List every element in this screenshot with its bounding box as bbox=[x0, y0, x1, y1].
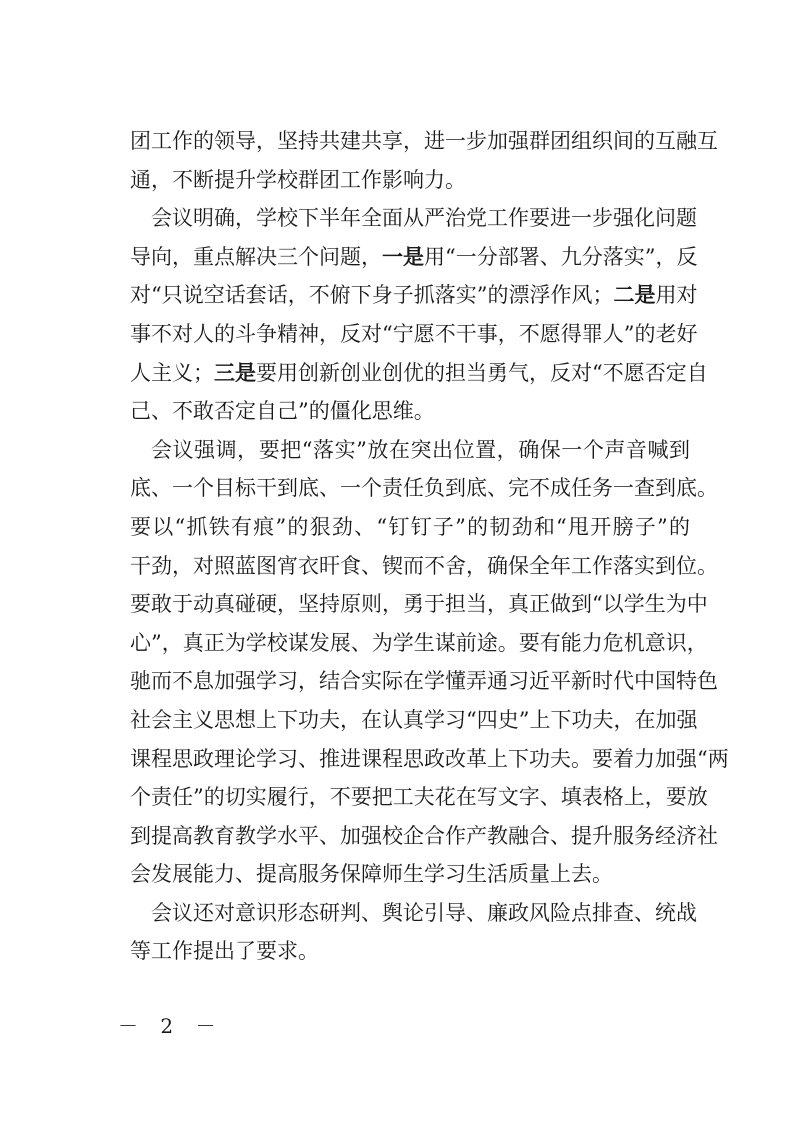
text-run: 课程思政理论学习、推进课程思政改革上下功夫。要着力加强“两 bbox=[130, 746, 729, 771]
text-line bbox=[130, 431, 690, 470]
text-run: 用对 bbox=[655, 283, 698, 308]
text-line bbox=[130, 392, 690, 431]
text-line bbox=[130, 662, 718, 701]
text-line bbox=[130, 624, 708, 663]
text-line bbox=[130, 585, 708, 624]
text-line bbox=[130, 508, 690, 547]
text-line bbox=[130, 547, 718, 586]
text-line bbox=[130, 894, 697, 933]
text-line bbox=[130, 855, 690, 894]
text-run: 干劲，对照蓝图宵衣旰食、锲而不舍，确保全年工作落实到位。 bbox=[130, 553, 718, 578]
text-line bbox=[130, 778, 708, 817]
text-line bbox=[130, 315, 698, 354]
text-line bbox=[130, 122, 718, 161]
text-run: 团工作的领导，坚持共建共享，进一步加强群团组织间的互融互 bbox=[130, 129, 718, 153]
text-run: 事不对人的斗争精神，反对“宁愿不干事，不愿得罪人”的老好 bbox=[130, 321, 698, 346]
text-run: 社会主义思想上下功夫，在认真学习“四史”上下功夫，在加强 bbox=[130, 707, 698, 732]
text-line bbox=[130, 354, 708, 393]
text-line bbox=[130, 932, 690, 971]
document-body bbox=[130, 122, 729, 971]
text-run: 对“只说空话套话，不俯下身子抓落实”的漂浮作风； bbox=[130, 283, 614, 308]
text-run: 个责任”的切实履行，不要把工夫花在写文字、填表格上，要放 bbox=[130, 785, 708, 810]
text-line bbox=[130, 238, 698, 277]
text-run: 要用创新创业创优的担当勇气，反对“不愿否定自 bbox=[256, 360, 708, 385]
text-line bbox=[130, 161, 690, 200]
text-run: 要以“抓铁有痕”的狠劲、“钉钉子”的韧劲和“甩开膀子”的 bbox=[130, 514, 690, 539]
text-run: 会议还对意识形态研判、舆论引导、廉政风险点排查、统战 bbox=[151, 900, 697, 925]
text-line bbox=[130, 740, 729, 779]
text-run: 会议强调，要把“落实”放在突出位置，确保一个声音喊到 bbox=[151, 437, 690, 462]
emphasis-third: 三是 bbox=[214, 359, 256, 385]
text-line bbox=[130, 199, 697, 238]
text-line bbox=[130, 701, 698, 740]
text-run: 底、一个目标干到底、一个责任负到底、完不成任务一查到底。 bbox=[130, 476, 718, 501]
text-line bbox=[130, 469, 718, 508]
text-run: 通，不断提升学校群团工作影响力。 bbox=[130, 167, 466, 192]
page-number: － 2 － bbox=[118, 1014, 224, 1038]
text-run: 要敢于动真碰硬，坚持原则，勇于担当，真正做到“以学生为中 bbox=[130, 592, 708, 617]
emphasis-second: 二是 bbox=[613, 282, 656, 308]
text-run: 到提高教育教学水平、加强校企合作产教融合、提升服务经济社 bbox=[130, 823, 718, 848]
text-run: 心”，真正为学校谋发展、为学生谋前途。要有能力危机意识， bbox=[130, 630, 708, 655]
text-run: 会议明确，学校下半年全面从严治党工作要进一步强化问题 bbox=[151, 206, 697, 231]
emphasis-first: 一是 bbox=[382, 243, 424, 269]
text-run: 驰而不息加强学习，结合实际在学懂弄通习近平新时代中国特色 bbox=[130, 669, 718, 694]
text-run: 等工作提出了要求。 bbox=[130, 939, 319, 964]
text-line bbox=[130, 817, 718, 856]
text-line bbox=[130, 276, 698, 315]
text-run: 人主义； bbox=[130, 360, 214, 385]
text-run: 用“一分部署、九分落实”，反 bbox=[424, 244, 698, 269]
text-run: 会发展能力、提高服务保障师生学习生活质量上去。 bbox=[130, 862, 613, 887]
text-run: 导向，重点解决三个问题， bbox=[130, 244, 382, 269]
text-run: 己、不敢否定自己”的僵化思维。 bbox=[130, 399, 435, 424]
